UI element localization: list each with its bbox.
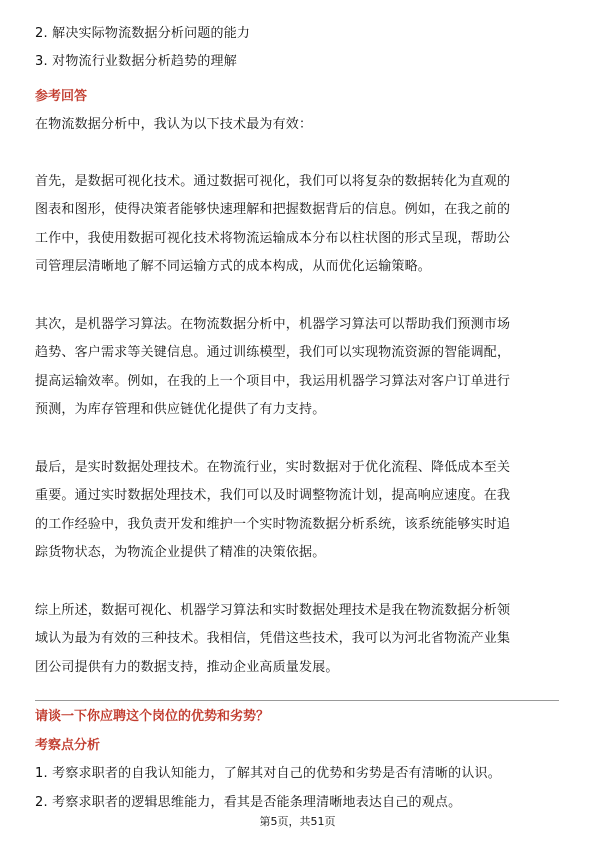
answer-heading: 参考回答 xyxy=(35,89,88,104)
paragraph-line: 司管理层清晰地了解不同运输方式的成本构成，从而优化运输策略。 xyxy=(35,259,432,274)
paragraph-line: 趋势、客户需求等关键信息。通过训练模型，我们可以实现物流资源的智能调配， xyxy=(35,345,511,360)
paragraph-line: 工作中，我使用数据可视化技术将物流运输成本分布以柱状图的形式呈现，帮助公 xyxy=(35,231,511,246)
analysis-heading: 考察点分析 xyxy=(35,738,101,753)
intro-text: 在物流数据分析中，我认为以下技术最为有效： xyxy=(35,117,313,132)
paragraph-line: 综上所述，数据可视化、机器学习算法和实时数据处理技术是我在物流数据分析领 xyxy=(35,603,511,618)
paragraph-line: 图表和图形，使得决策者能够快速理解和把握数据背后的信息。例如，在我之前的 xyxy=(35,202,511,217)
paragraph-line: 首先，是数据可视化技术。通过数据可视化，我们可以将复杂的数据转化为直观的 xyxy=(35,174,511,189)
paragraph-line: 预测，为库存管理和供应链优化提供了有力支持。 xyxy=(35,402,326,417)
list-item: 1. 考察求职者的自我认知能力，了解其对自己的优势和劣势是否有清晰的认识。 xyxy=(35,766,501,781)
page-number: 第5页，共51页 xyxy=(259,815,336,828)
paragraph-line: 提高运输效率。例如，在我的上一个项目中，我运用机器学习算法对客户订单进行 xyxy=(35,374,511,389)
section-divider xyxy=(35,700,559,701)
list-item: 2. 考察求职者的逻辑思维能力，看其是否能条理清晰地表达自己的观点。 xyxy=(35,795,462,810)
paragraph-line: 的工作经验中，我负责开发和维护一个实时物流数据分析系统，该系统能够实时追 xyxy=(35,517,511,532)
paragraph-line: 团公司提供有力的数据支持，推动企业高质量发展。 xyxy=(35,660,339,675)
paragraph-line: 最后，是实时数据处理技术。在物流行业，实时数据对于优化流程、降低成本至关 xyxy=(35,460,511,475)
list-item: 3. 对物流行业数据分析趋势的理解 xyxy=(35,54,237,69)
question-heading: 请谈一下你应聘这个岗位的优势和劣势？ xyxy=(35,709,270,724)
paragraph-line: 重要。通过实时数据处理技术，我们可以及时调整物流计划，提高响应速度。在我 xyxy=(35,488,511,503)
list-item: 2. 解决实际物流数据分析问题的能力 xyxy=(35,26,251,41)
paragraph-line: 域认为最为有效的三种技术。我相信，凭借这些技术，我可以为河北省物流产业集 xyxy=(35,631,511,646)
paragraph-line: 其次，是机器学习算法。在物流数据分析中，机器学习算法可以帮助我们预测市场 xyxy=(35,317,511,332)
paragraph-line: 踪货物状态，为物流企业提供了精准的决策依据。 xyxy=(35,545,326,560)
